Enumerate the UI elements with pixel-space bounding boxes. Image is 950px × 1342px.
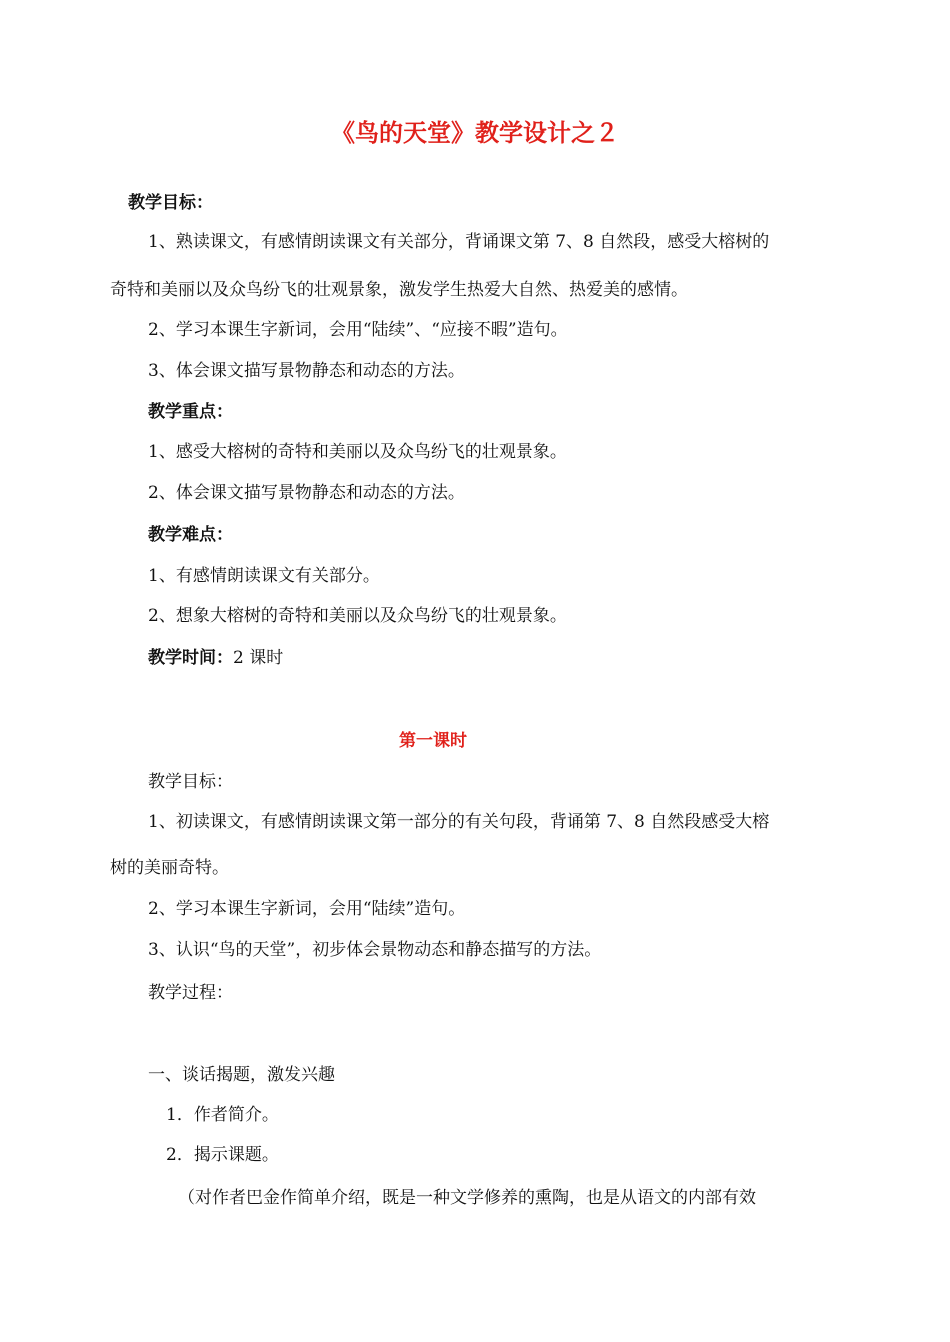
teaching-time-label: 教学时间： — [148, 648, 233, 668]
lesson1-goals-item: 1、初读课文，有感情朗读课文第一部分的有关句段，背诵第 7、8 自然段感受大榕 — [148, 812, 770, 832]
teaching-time — [148, 646, 283, 670]
section-heading: 一、谈话揭题，激发兴趣 — [148, 1065, 335, 1085]
lesson1-goals-item: 树的美丽奇特。 — [110, 858, 229, 878]
lesson1-goals-heading: 教学目标： — [148, 772, 233, 792]
process-heading: 教学过程： — [148, 983, 233, 1003]
goals-item: 1、熟读课文，有感情朗读课文有关部分，背诵课文第 7、8 自然段，感受大榕树的 — [148, 232, 770, 252]
key-points-heading: 教学重点： — [148, 402, 233, 422]
note-text: （对作者巴金作简单介绍，既是一种文学修养的熏陶，也是从语文的内部有效 — [178, 1188, 756, 1208]
document-title: 《鸟的天堂》教学设计之２ — [331, 118, 619, 147]
goals-item: 3、体会课文描写景物静态和动态的方法。 — [148, 361, 465, 381]
key-points-item: 2、体会课文描写景物静态和动态的方法。 — [148, 483, 465, 503]
teaching-time-value: 2 课时 — [233, 648, 284, 668]
difficulties-heading: 教学难点： — [148, 525, 233, 545]
lesson1-heading: 第一课时 — [399, 731, 467, 751]
subsection-item: 1．作者简介。 — [166, 1105, 279, 1125]
difficulties-item: 1、有感情朗读课文有关部分。 — [148, 566, 380, 586]
key-points-item: 1、感受大榕树的奇特和美丽以及众鸟纷飞的壮观景象。 — [148, 442, 567, 462]
difficulties-item: 2、想象大榕树的奇特和美丽以及众鸟纷飞的壮观景象。 — [148, 606, 567, 626]
goals-heading: 教学目标： — [128, 193, 213, 213]
goals-item: 奇特和美丽以及众鸟纷飞的壮观景象，激发学生热爱大自然、热爱美的感情。 — [110, 280, 688, 300]
lesson1-goals-item: 3、认识“鸟的天堂”，初步体会景物动态和静态描写的方法。 — [148, 940, 602, 960]
goals-item: 2、学习本课生字新词，会用“陆续”、“应接不暇”造句。 — [148, 320, 568, 340]
subsection-item: 2．揭示课题。 — [166, 1145, 279, 1165]
lesson1-goals-item: 2、学习本课生字新词，会用“陆续”造句。 — [148, 899, 466, 919]
